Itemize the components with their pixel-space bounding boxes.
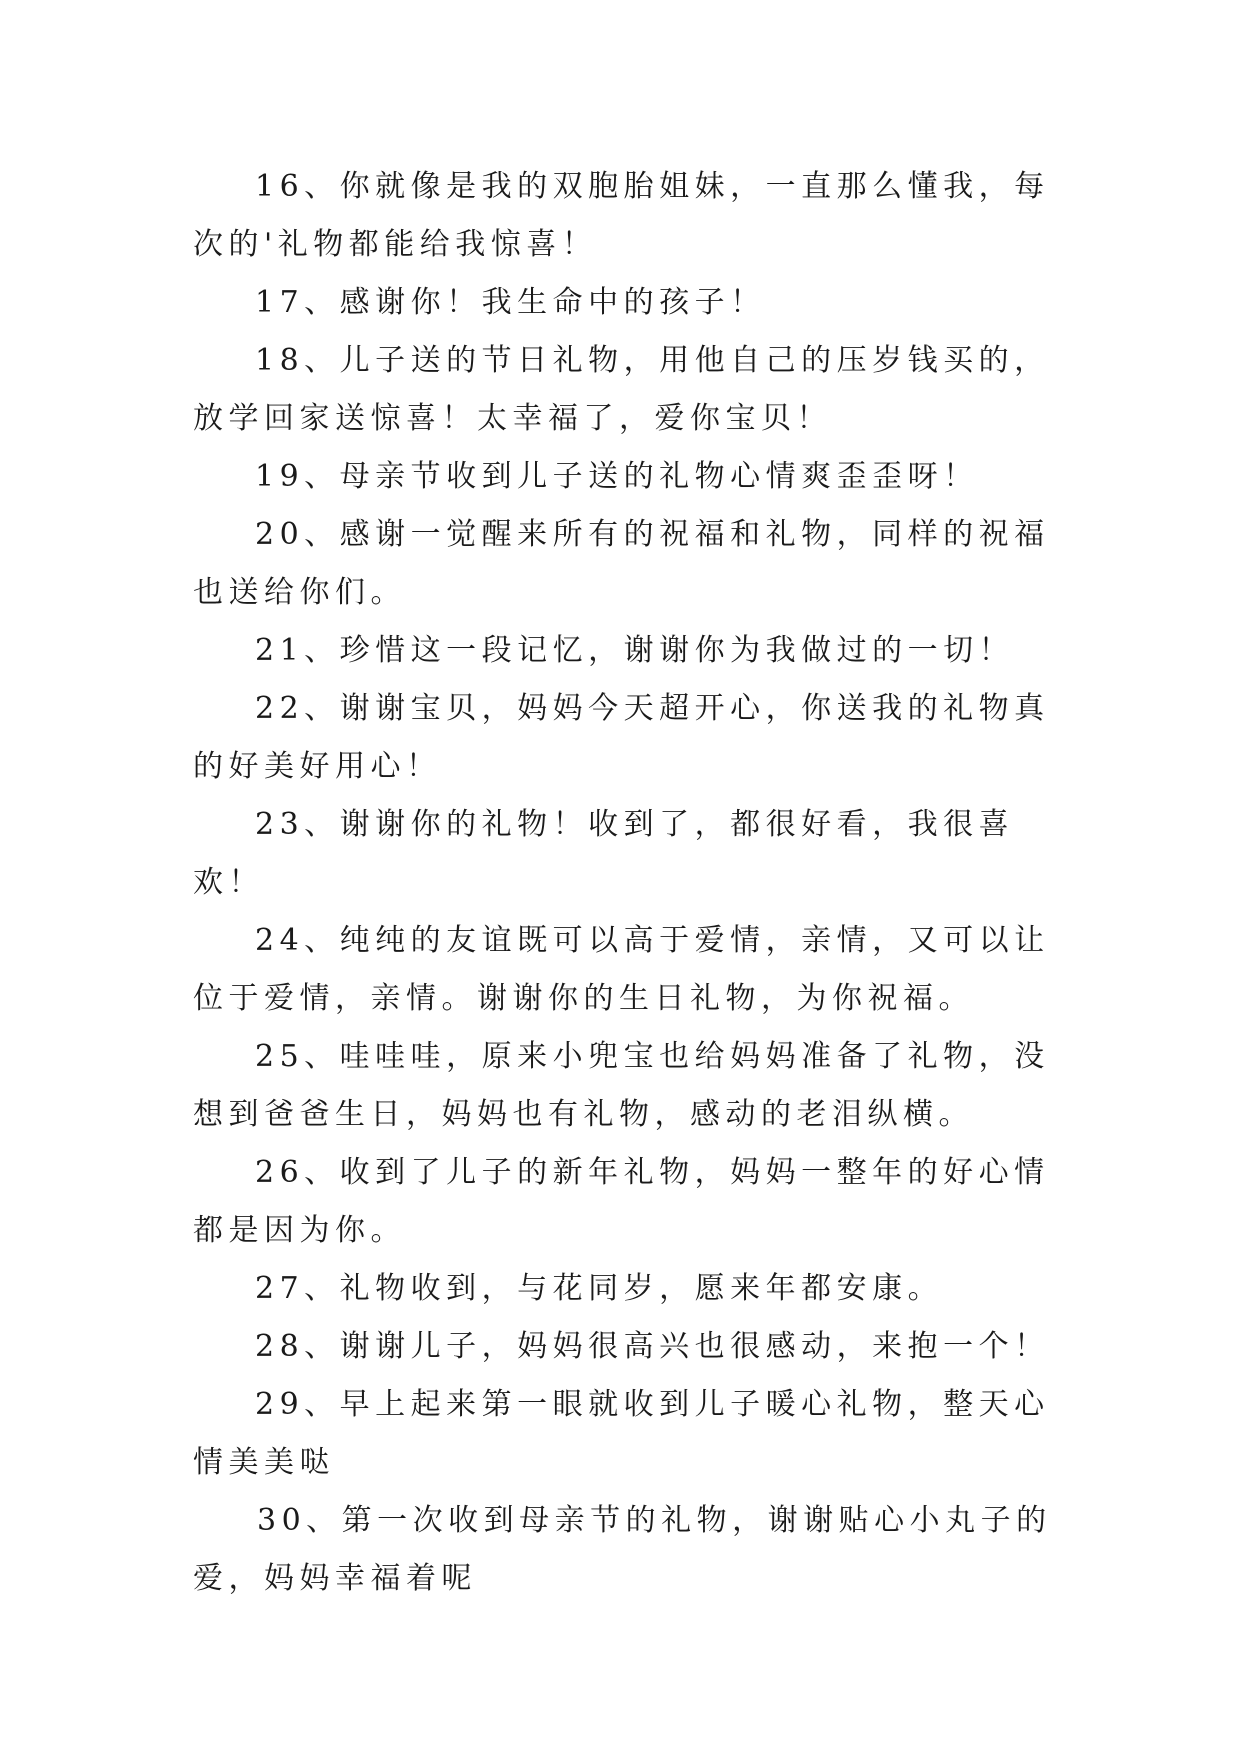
paragraph-25: 25、哇哇哇，原来小兜宝也给妈妈准备了礼物，没想到爸爸生日，妈妈也有礼物，感动的老泪纵横。	[193, 1039, 1050, 1132]
paragraph-27: 27、礼物收到，与花同岁，愿来年都安康。	[255, 1271, 944, 1306]
paragraph-18: 18、儿子送的节日礼物，用他自己的压岁钱买的，放学回家送惊喜！太幸福了，爱你宝贝！	[193, 343, 1050, 436]
document-body	[193, 158, 1053, 1608]
paragraph-22: 22、谢谢宝贝，妈妈今天超开心，你送我的礼物真的好美好用心！	[193, 691, 1050, 784]
paragraph-23: 23、谢谢你的礼物！收到了，都很好看，我很喜欢！	[193, 807, 1015, 900]
paragraph-19: 19、母亲节收到儿子送的礼物心情爽歪歪呀！	[255, 459, 979, 494]
paragraph-30: 30、第一次收到母亲节的礼物，谢谢贴心小丸子的爱，妈妈幸福着呢	[193, 1503, 1052, 1596]
paragraph-28: 28、谢谢儿子，妈妈很高兴也很感动，来抱一个！	[255, 1329, 1050, 1364]
paragraph-16: 16、你就像是我的双胞胎姐妹，一直那么懂我，每次的'礼物都能给我惊喜！	[193, 169, 1050, 262]
paragraph-17: 17、感谢你！我生命中的孩子！	[255, 285, 766, 320]
paragraph-20: 20、感谢一觉醒来所有的祝福和礼物，同样的祝福也送给你们。	[193, 517, 1050, 610]
paragraph-29: 29、早上起来第一眼就收到儿子暖心礼物，整天心情美美哒	[193, 1387, 1050, 1480]
paragraph-21: 21、珍惜这一段记忆，谢谢你为我做过的一切！	[255, 633, 1015, 668]
paragraph-24: 24、纯纯的友谊既可以高于爱情，亲情，又可以让位于爱情，亲情。谢谢你的生日礼物，为你祝福。	[193, 923, 1050, 1016]
paragraph-26: 26、收到了儿子的新年礼物，妈妈一整年的好心情都是因为你。	[193, 1155, 1050, 1248]
